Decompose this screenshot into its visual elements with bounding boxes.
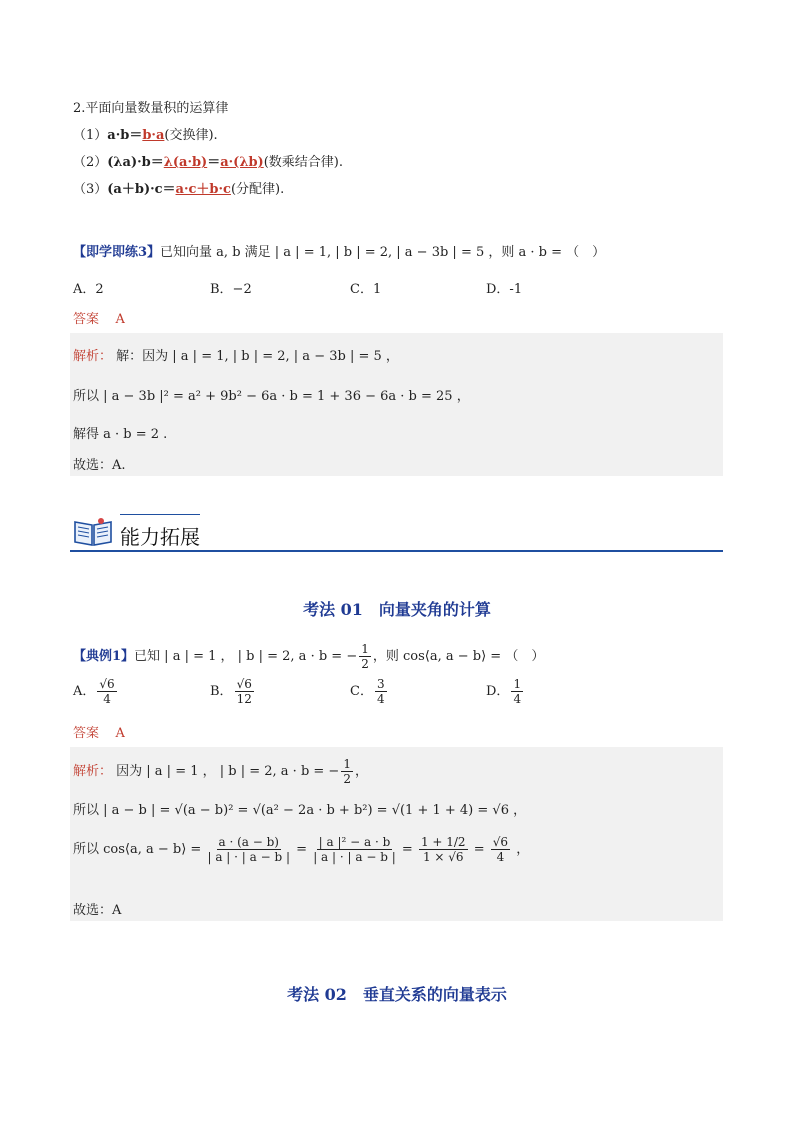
book-icon (72, 516, 114, 548)
practice3-analysis-box (70, 333, 723, 476)
example1-analysis-line2: 所以 | a − b | = √(a − b)² = √(a² − 2a · b + b²) = √(1 + 1 + 4) = √6 ， (73, 803, 527, 818)
example1-analysis-box (70, 747, 723, 921)
example1-choose: 故选：A (73, 903, 122, 918)
example1-stem: 【典例1】已知 | a | = 1 ， | b | = 2, a · b = − $\frac{1}{2}$ ，则 cos⟨a, a − b⟩ = （ ） (73, 642, 545, 671)
section-divider (70, 550, 723, 552)
method2-title: 考法 02 垂直关系的向量表示 (287, 985, 507, 1004)
practice3-option-b: B．−2 (210, 282, 252, 297)
section-title: 能力拓展 (120, 525, 200, 549)
practice3-stem: 【即学即练3】已知向量 a, b 满足 | a | = 1, | b | = 2, | a − 3b | = 5 ，则 a · b = （ ） (73, 245, 606, 260)
practice3-option-a: A．2 (73, 282, 104, 297)
example1-answer: 答案 A (73, 726, 125, 741)
practice3-option-d: D．-1 (486, 282, 523, 297)
example1-option-d: D． $\frac{1}{4}$ (486, 677, 522, 706)
practice3-answer: 答案 A (73, 312, 125, 327)
law-3: （3）(a＋b)·c＝a·c＋b·c(分配律). (73, 182, 285, 197)
section-title-overline (120, 514, 200, 515)
law-2: （2）(λa)·b＝λ(a·b)＝a·(λb)(数乘结合律). (73, 155, 343, 170)
practice3-analysis-line1: 解析： 解：因为 | a | = 1, | b | = 2, | a − 3b | = 5 ， (73, 349, 399, 364)
practice3-choose: 故选：A. (73, 458, 126, 473)
practice3-analysis-line2: 所以 | a − 3b |² = a² + 9b² − 6a · b = 1 + 36 − 6a · b = 25 ， (73, 389, 470, 404)
example1-option-c: C． $\frac{3}{4}$ (350, 677, 385, 706)
law-1: （1）a·b＝b·a(交换律). (73, 128, 218, 143)
method1-title: 考法 01 向量夹角的计算 (303, 600, 491, 619)
practice3-analysis-line3: 解得 a · b = 2 . (73, 427, 168, 442)
practice3-option-c: C．1 (350, 282, 382, 297)
example1-analysis-line3: 所以 cos⟨a, a − b⟩ = $\frac{a \cdot (a - b)}{| a | \cdot | a - b |}$ = $\frac{\text{| a |² − a · b}}{| a | \cdot | a - b |}$ = $\frac{1 + 1/2}{1 \times √6}$ = $\frac{√6}{4}$ ， (73, 835, 530, 864)
example1-option-b: B． $\frac{√6}{12}$ (210, 677, 252, 706)
laws-title: 2.平面向量数量积的运算律 (73, 101, 229, 116)
example1-option-a: A． $\frac{√6}{4}$ (73, 677, 115, 706)
example1-analysis-line1: 解析： 因为 | a | = 1 ， | b | = 2, a · b = − $\frac{1}{2}$ ， (73, 757, 368, 786)
